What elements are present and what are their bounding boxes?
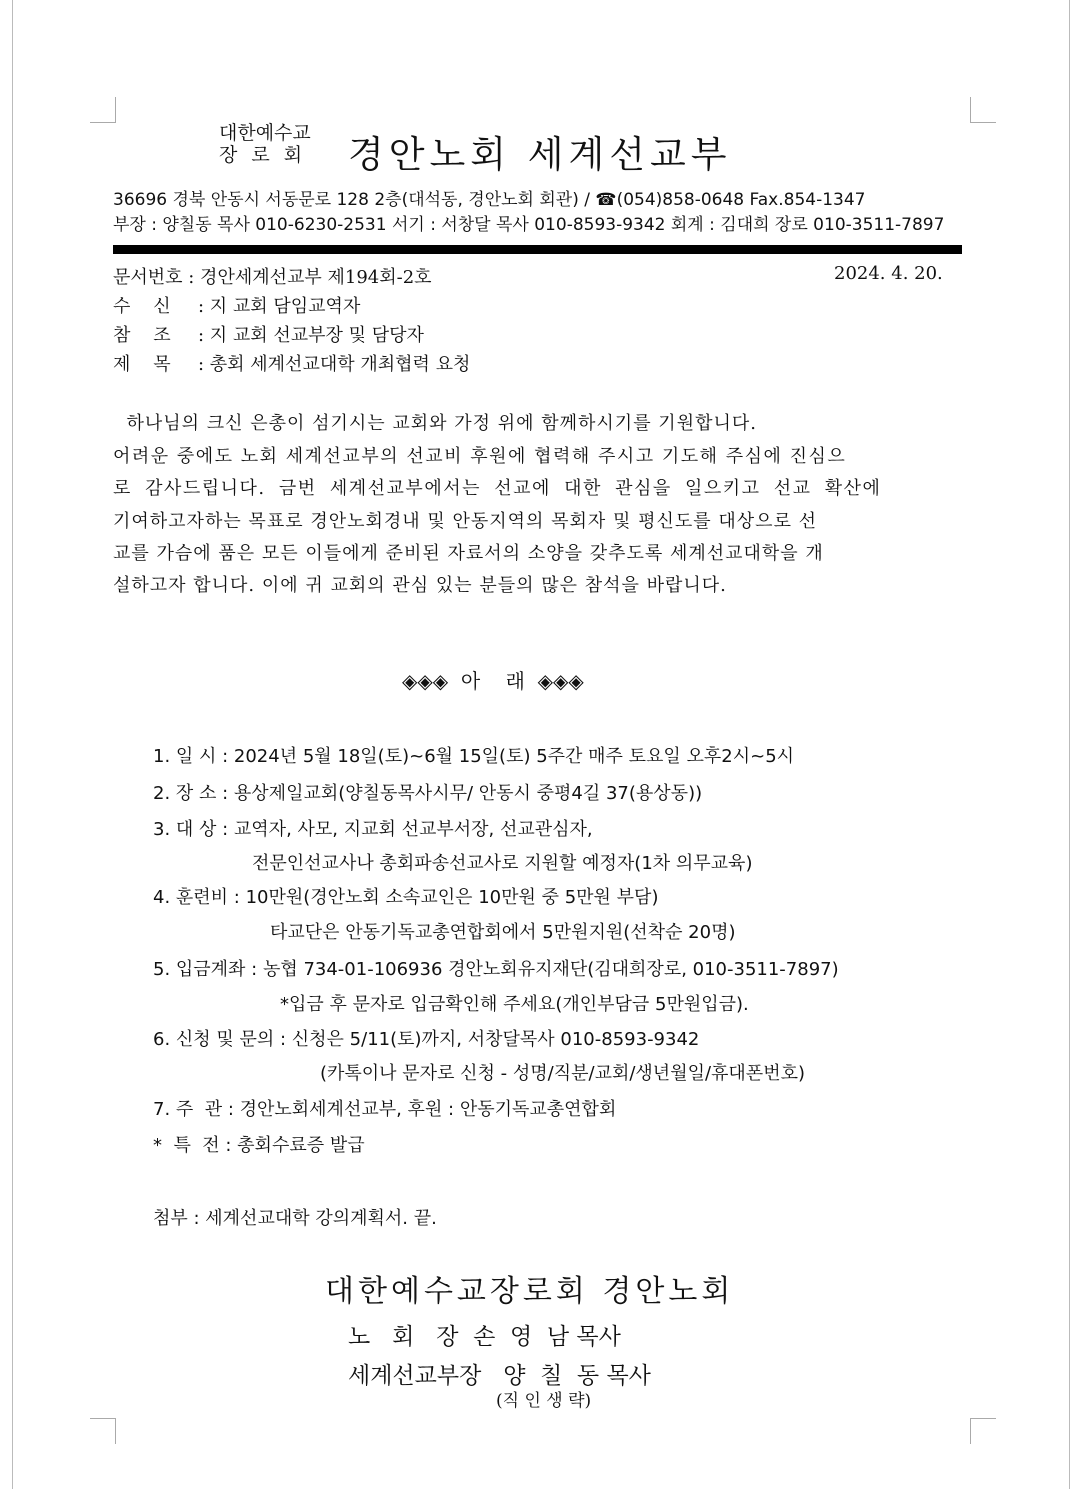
address: 36696 경북 안동시 서동문로 128 2층(대석동, 경안노회 회관) / ☎(054)858-0648 Fax.854-1347 bbox=[113, 190, 866, 210]
subject-value: : 총회 세계선교대학 개최협력 요청 bbox=[198, 354, 471, 375]
item-host: 7. 주 관 : 경안노회세계선교부, 후원 : 안동기독교총연합회 bbox=[153, 1099, 617, 1120]
body-line: 로 감사드립니다. 금번 세계선교부에서는 선교에 대한 관심을 일으키고 선교 확산에 bbox=[113, 478, 882, 499]
item-account: 5. 입금계좌 : 농협 734-01-106936 경안노회유지재단(김대희장로, 010-3511-7897) bbox=[153, 959, 839, 980]
crop-mark bbox=[90, 97, 116, 123]
header-rule bbox=[113, 245, 962, 254]
body-line: 기여하고자하는 목표로 경안노회경내 및 안동지역의 목회자 및 평신도를 대상으로 선 bbox=[113, 511, 818, 532]
subject-label: 제 목 bbox=[113, 354, 171, 375]
doc-number: 문서번호 : 경안세계선교부 제194회-2호 bbox=[113, 267, 432, 288]
item-account-note: *입금 후 문자로 입금확인해 주세요(개인부담금 5만원입금). bbox=[280, 994, 749, 1015]
officers: 부장 : 양칠동 목사 010-6230-2531 서기 : 서창달 목사 010-8593-9342 회계 : 김대희 장로 010-3511-7897 bbox=[113, 215, 945, 235]
seal-omitted-note: (직 인 생 략) bbox=[496, 1391, 592, 1411]
body-line: 어려운 중에도 노회 세계선교부의 선교비 후원에 협력해 주시고 기도해 주심에 진심으 bbox=[113, 446, 847, 467]
crop-mark bbox=[970, 1418, 996, 1444]
crop-mark bbox=[970, 97, 996, 123]
crop-mark bbox=[90, 1418, 116, 1444]
signature-line1: 노 회 장 손 영 남 목사 bbox=[348, 1324, 621, 1350]
org-small-line2: 장 로 회 bbox=[219, 144, 307, 166]
item-apply-cont: (카톡이나 문자로 신청 - 성명/직분/교회/생년월일/휴대폰번호) bbox=[320, 1063, 805, 1084]
item-schedule: 1. 일 시 : 2024년 5월 18일(토)~6월 15일(토) 5주간 매주 토요일 오후2시~5시 bbox=[153, 746, 795, 767]
to-value: : 지 교회 담임교역자 bbox=[198, 296, 361, 317]
org-small-line1: 대한예수교 bbox=[219, 122, 311, 144]
item-place: 2. 장 소 : 용상제일교회(양칠동목사시무/ 안동시 중평4길 37(용상동)) bbox=[153, 783, 703, 804]
section-heading: ◈◈◈ 아 래 ◈◈◈ bbox=[402, 669, 584, 693]
to-label: 수 신 bbox=[113, 296, 171, 317]
item-target-cont: 전문인선교사나 총회파송선교사로 지원할 예정자(1차 의무교육) bbox=[252, 853, 753, 874]
item-fee-cont: 타교단은 안동기독교총연합회에서 5만원지원(선착순 20명) bbox=[270, 922, 736, 943]
signature-org: 대한예수교장로회 경안노회 bbox=[325, 1274, 735, 1309]
item-fee: 4. 훈련비 : 10만원(경안노회 소속교인은 10만원 중 5만원 부담) bbox=[153, 887, 659, 908]
item-apply: 6. 신청 및 문의 : 신청은 5/11(토)까지, 서창달목사 010-8593-9342 bbox=[153, 1029, 700, 1050]
body-line: 교를 가슴에 품은 모든 이들에게 준비된 자료서의 소양을 갖추도록 세계선교대학을 개 bbox=[113, 543, 824, 564]
item-target: 3. 대 상 : 교역자, 사모, 지교회 선교부서장, 선교관심자, bbox=[153, 819, 593, 840]
item-benefit: * 특 전 : 총회수료증 발급 bbox=[153, 1135, 365, 1156]
attachment: 첨부 : 세계선교대학 강의계획서. 끝. bbox=[153, 1208, 437, 1229]
org-title: 경안노회 세계선교부 bbox=[348, 133, 732, 176]
body-line: 설하고자 합니다. 이에 귀 교회의 관심 있는 분들의 많은 참석을 바랍니다. bbox=[113, 575, 727, 596]
cc-value: : 지 교회 선교부장 및 담당자 bbox=[198, 325, 424, 346]
cc-label: 참 조 bbox=[113, 325, 171, 346]
body-line: 하나님의 크신 은총이 섬기시는 교회와 가정 위에 함께하시기를 기원합니다. bbox=[113, 413, 757, 434]
doc-date: 2024. 4. 20. bbox=[834, 263, 943, 284]
signature-line2: 세계선교부장 양 칠 동 목사 bbox=[348, 1363, 651, 1389]
